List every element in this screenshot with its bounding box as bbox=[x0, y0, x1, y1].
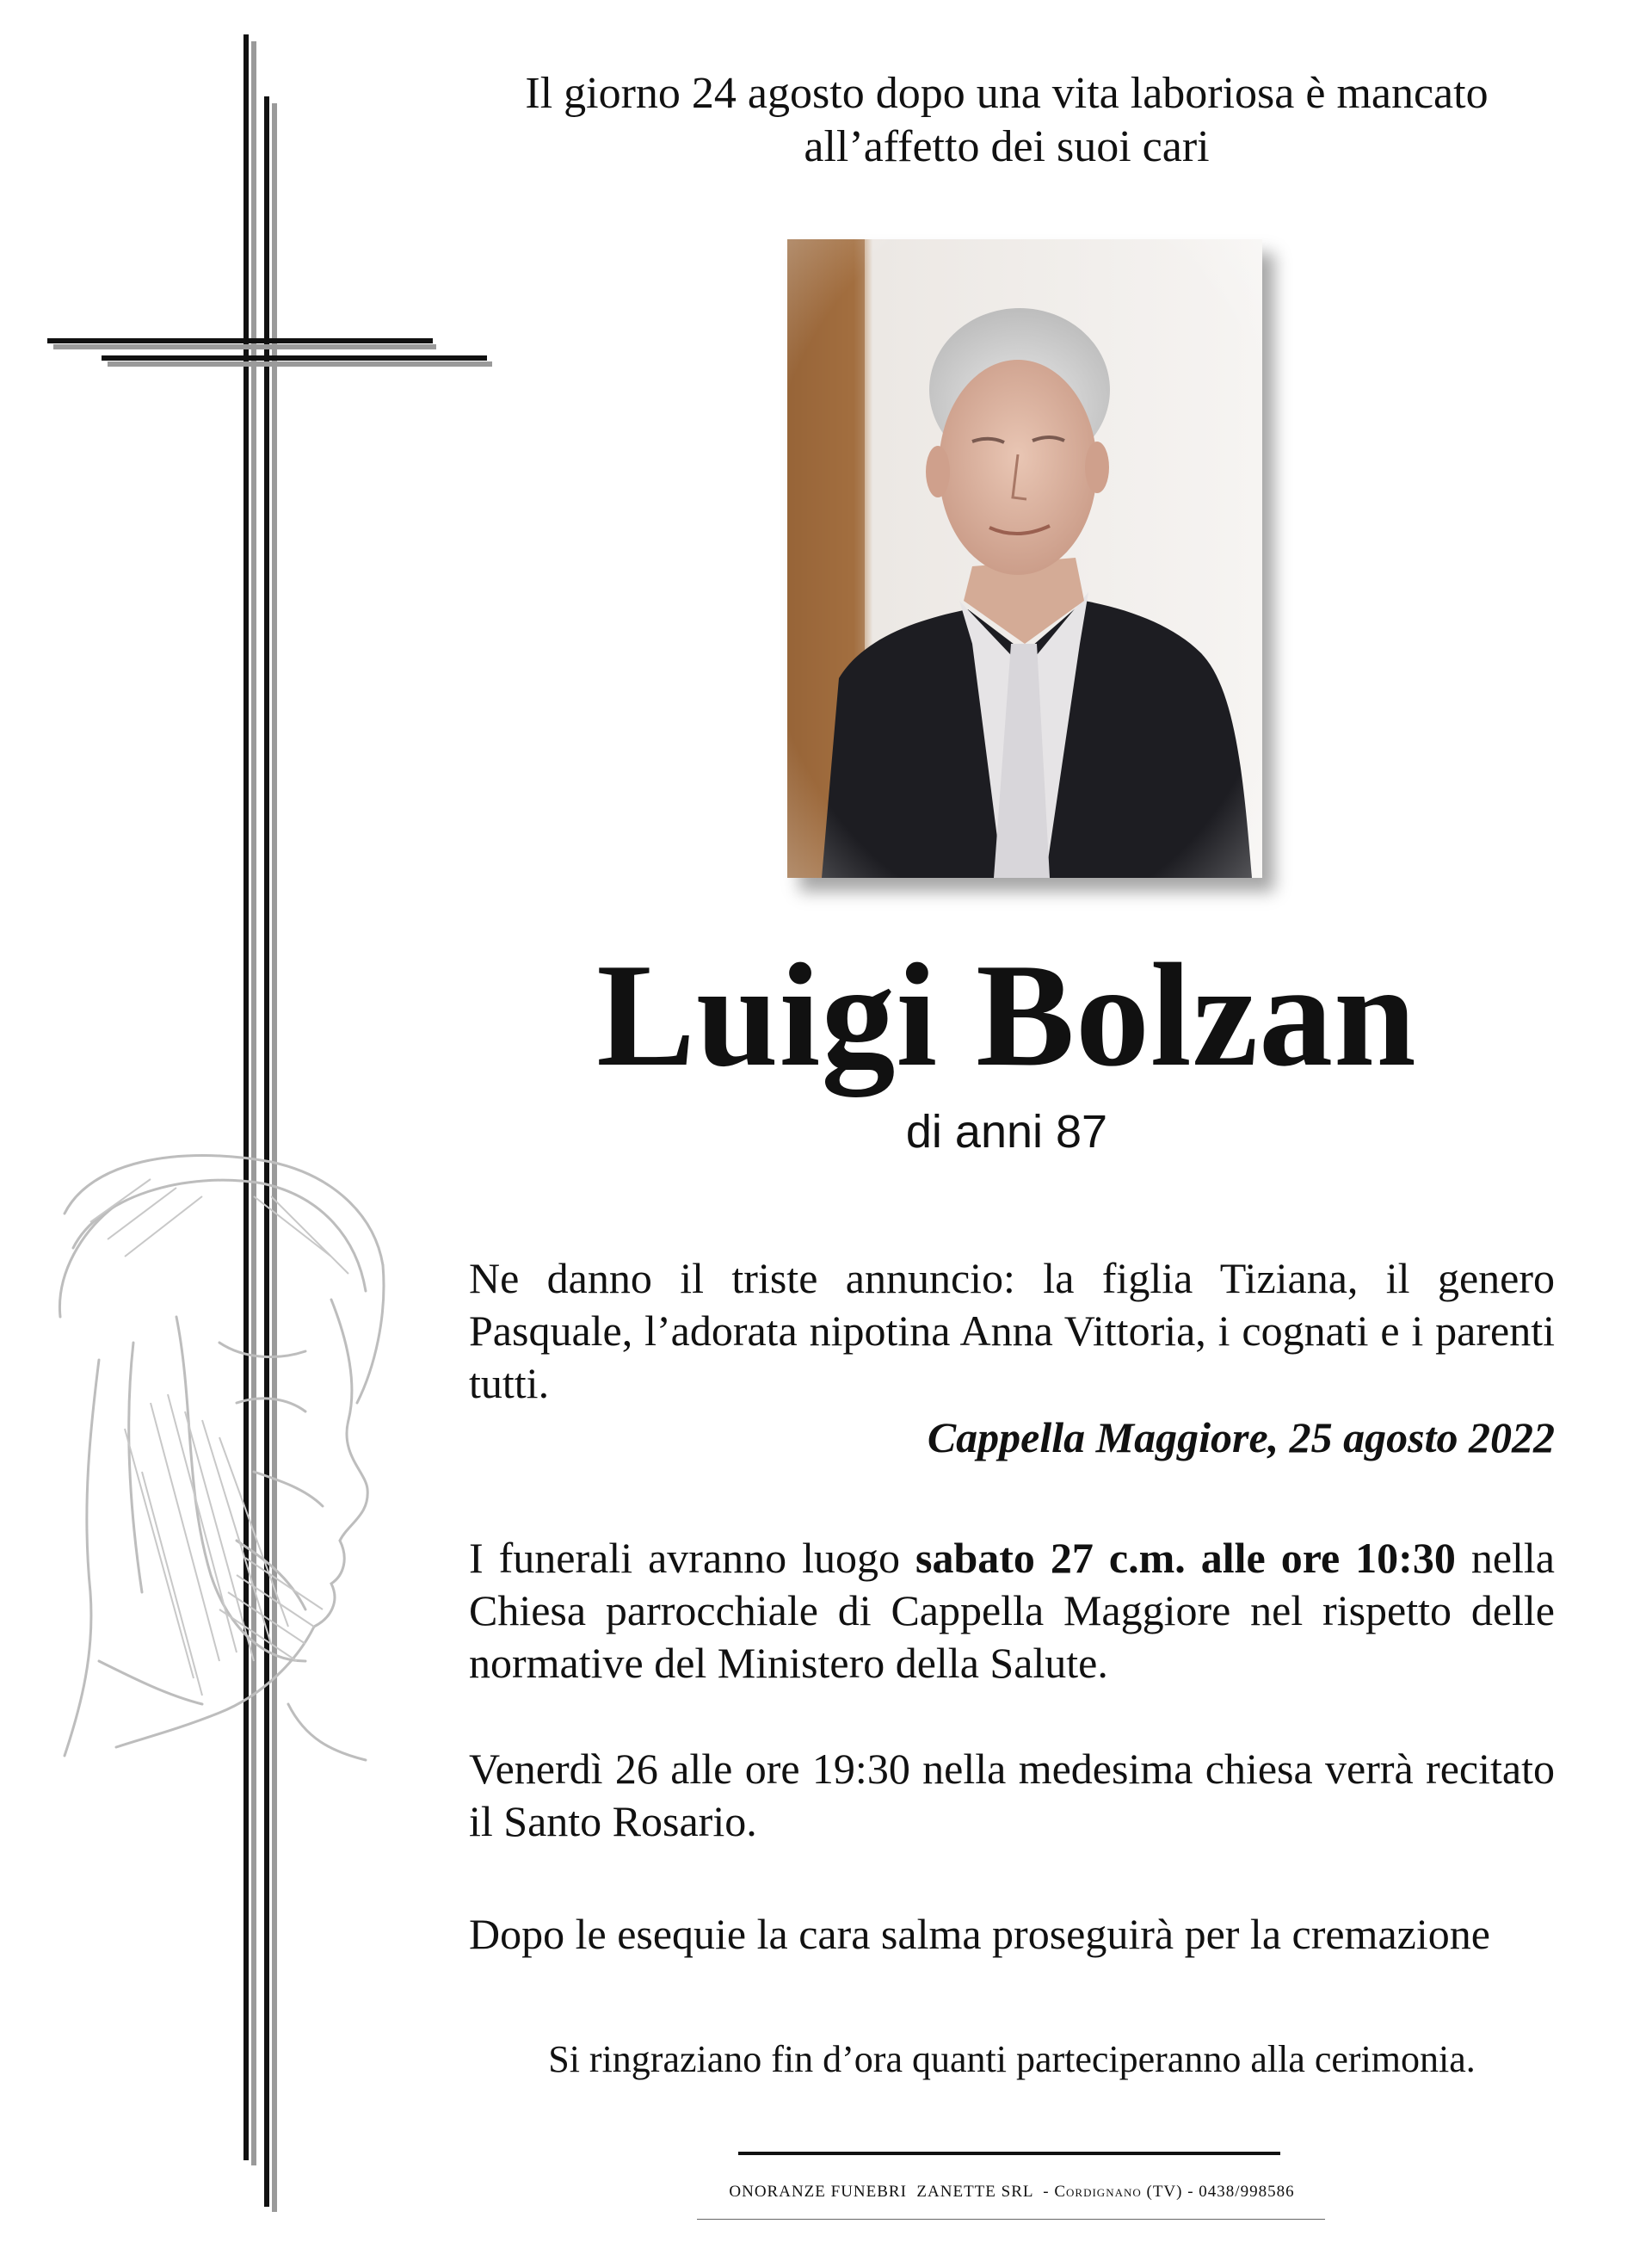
footer-divider bbox=[697, 2219, 1325, 2220]
thanks-line: Si ringraziano fin d’ora quanti parteciperanno alla cerimonia. bbox=[548, 2038, 1476, 2080]
intro-line-2: all’affetto dei suoi cari bbox=[804, 122, 1210, 171]
rosary-paragraph: Venerdì 26 alle ore 19:30 nella medesima chiesa verrà recitato il Santo Rosario. bbox=[469, 1745, 1555, 1845]
funeral-paragraph bbox=[469, 1532, 1555, 1689]
intro-text bbox=[482, 67, 1532, 174]
funeral-home-footer: ONORANZE FUNEBRI ZANETTE SRL - Cordignano (TV) - 0438/998586 bbox=[729, 2183, 1295, 2201]
christ-sketch-illustration bbox=[47, 1145, 409, 1764]
funeral-date-time: sabato 27 c.m. alle ore 10:30 bbox=[915, 1534, 1456, 1582]
signature-divider bbox=[738, 2152, 1280, 2155]
announcement-paragraph: Ne danno il triste annuncio: la figlia Tiziana, il genero Pasquale, l’adorata nipotina Anna Vittoria, i cognati e i parenti tutti. bbox=[469, 1254, 1555, 1407]
portrait-photo bbox=[787, 239, 1262, 878]
funeral-text-end: nella Chiesa parrocchiale di Cappella Maggiore nel rispetto delle normative del Ministero della Salute. bbox=[469, 1534, 1556, 1687]
deceased-name: Luigi Bolzan bbox=[596, 934, 1417, 1097]
cremation-paragraph: Dopo le esequie la cara salma proseguirà per la cremazione bbox=[469, 1910, 1490, 1958]
deceased-age: di anni 87 bbox=[905, 1106, 1108, 1158]
funeral-text-start: I funerali avranno luogo bbox=[469, 1534, 916, 1582]
intro-line-1: Il giorno 24 agosto dopo una vita laboriosa è mancato bbox=[525, 69, 1489, 118]
place-and-date: Cappella Maggiore, 25 agosto 2022 bbox=[927, 1413, 1555, 1461]
